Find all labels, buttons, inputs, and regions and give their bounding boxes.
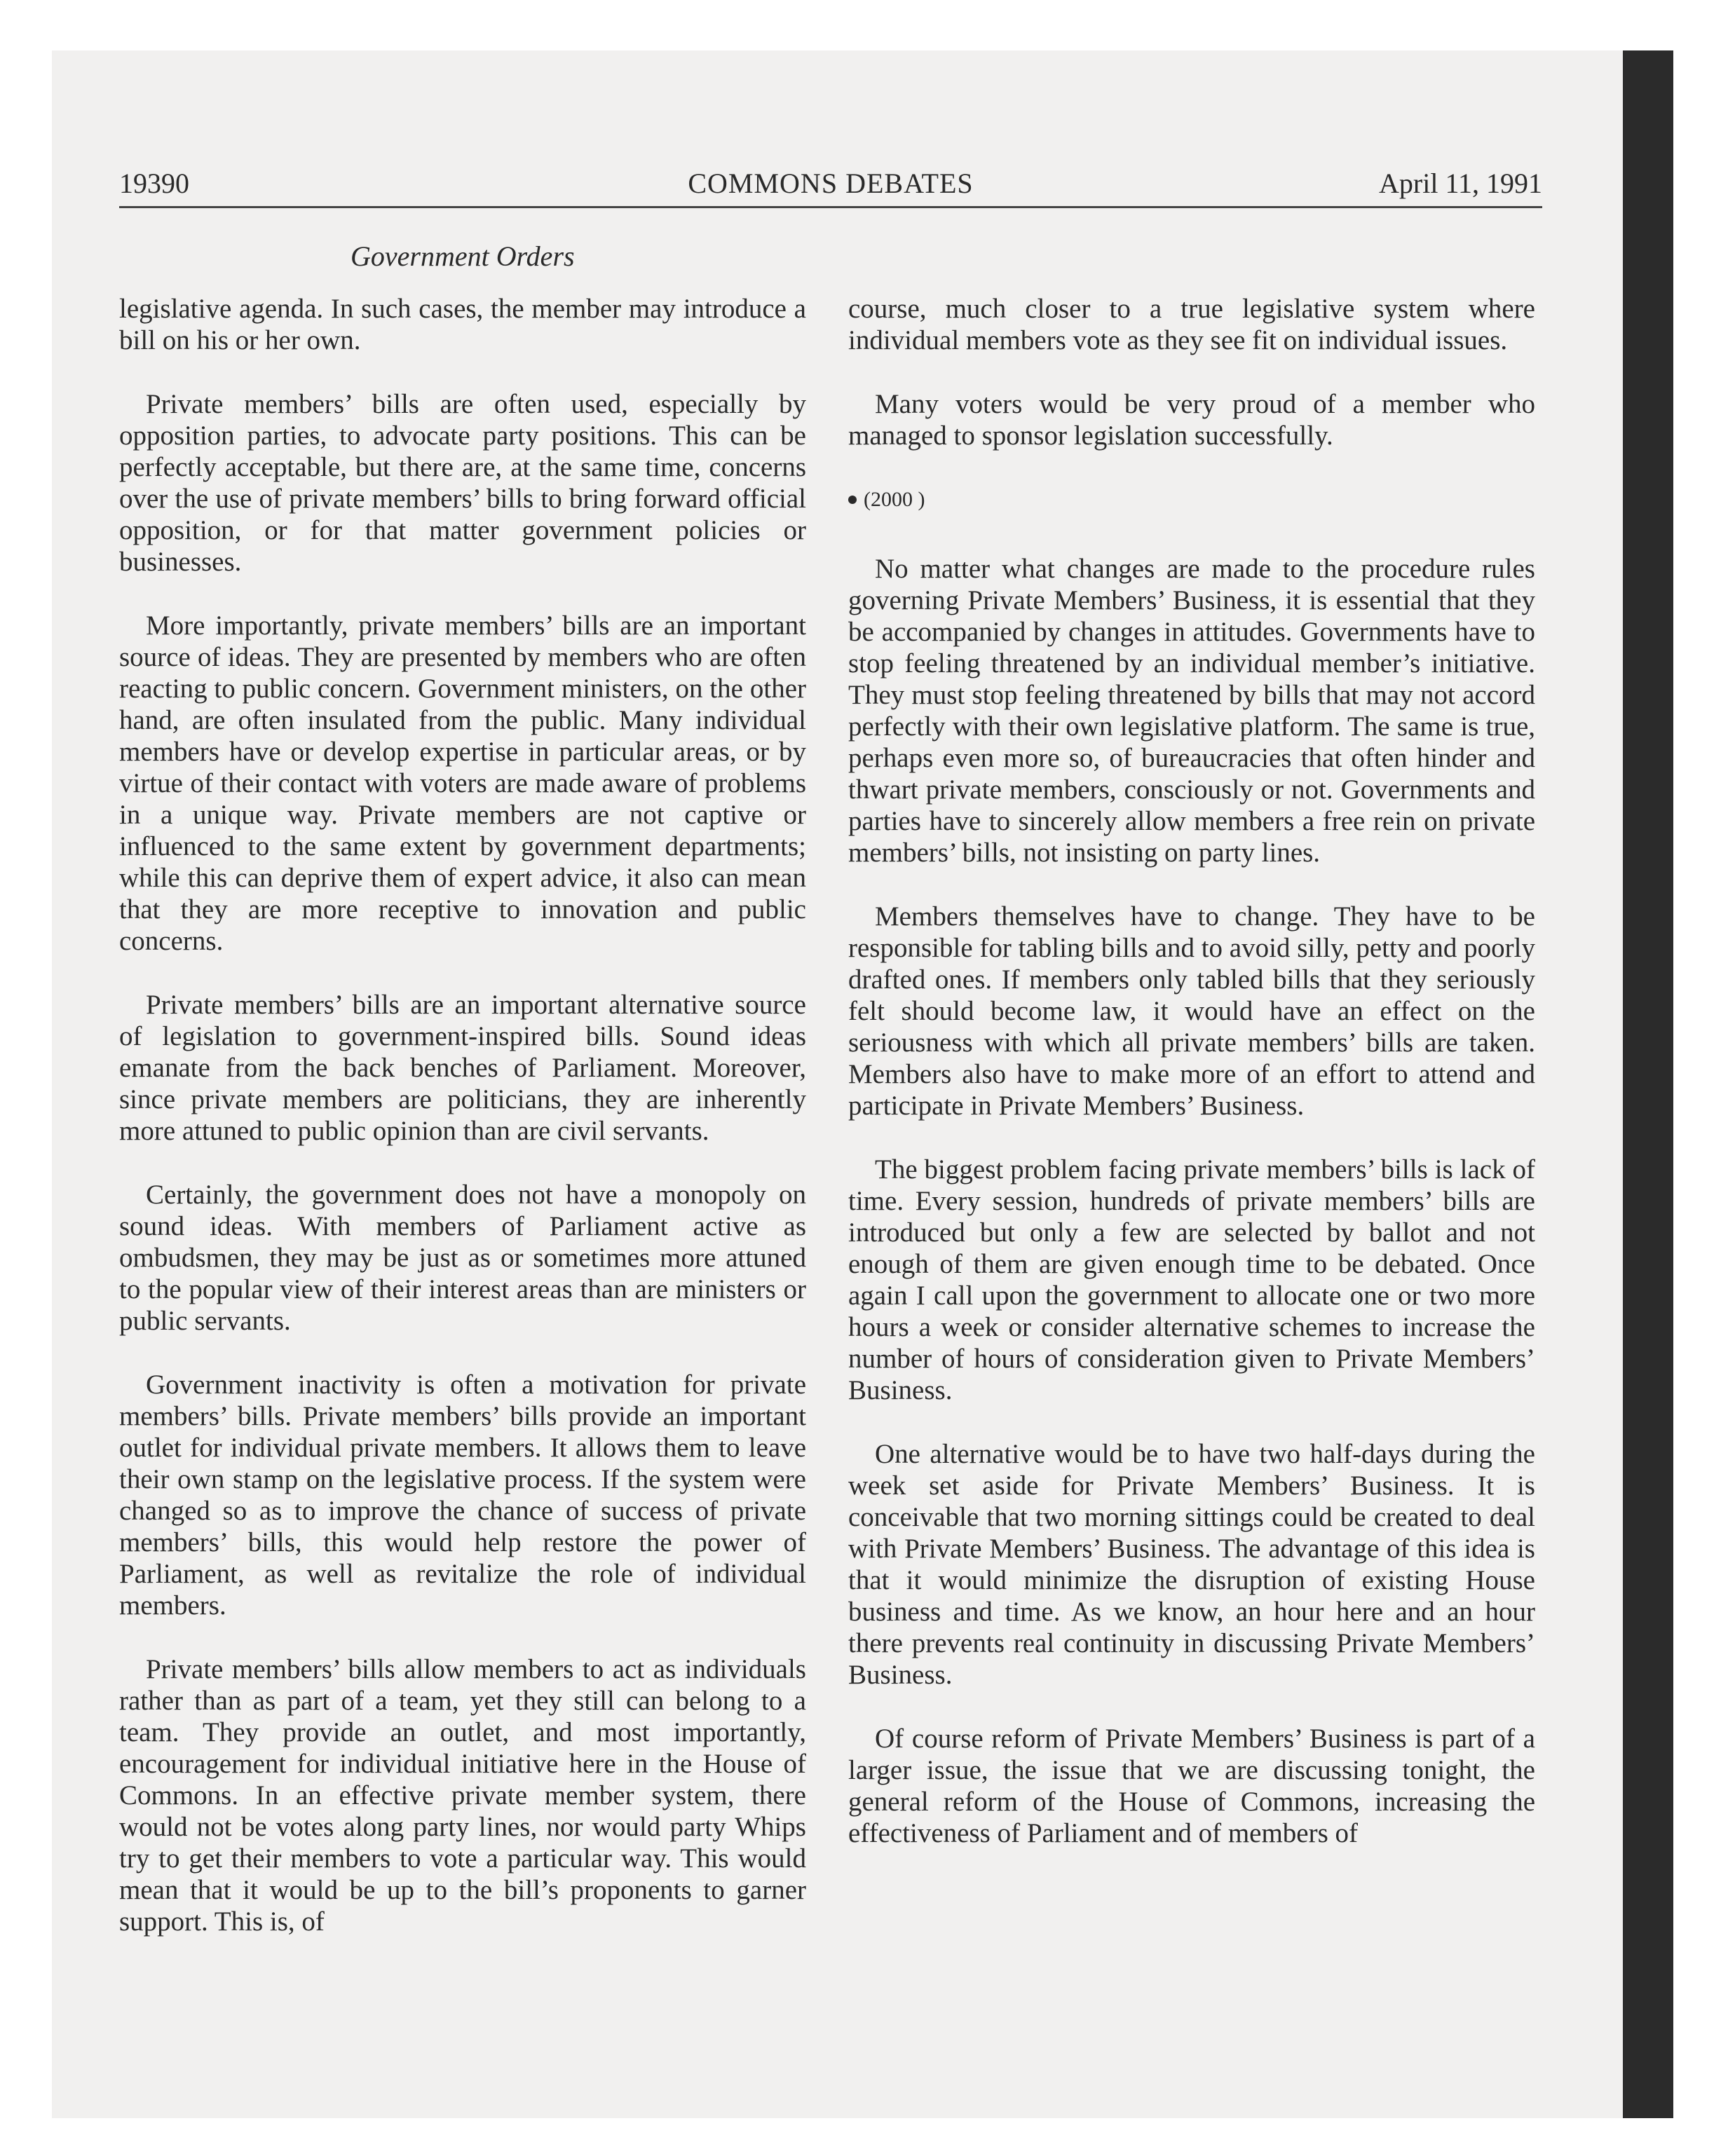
paragraph: Private members’ bills allow members to act as individuals rather than as part of a team, yet they still can belong to a team. They provide an outlet, and most importantly, encouragement for individual initiative here in the House of Commons. In an effective private member system, there would not be votes along party lines, nor would party Whips try to get their members to vote a particular way. This would mean that it would be up to the bill’s proponents to garner support. This is, of: [119, 1654, 806, 1937]
left-column: [119, 293, 806, 1970]
section-title: Government Orders: [351, 240, 575, 272]
book-spine-shadow: [1623, 50, 1673, 2118]
journal-title: COMMONS DEBATES: [688, 168, 974, 199]
paragraph: No matter what changes are made to the procedure rules governing Private Members’ Business, it is essential that they be accompanied by changes in attitudes. Governments have to stop feeling threatened by an individual member’s initiative. They must stop feeling threatened by bills that may not accord perfectly with their own legislative platform. The same is true, perhaps even more so, of bureaucracies that often hinder and thwart private members, consciously or not. Governments and parties have to sincerely allow members a free rein on private members’ bills, not insisting on party lines.: [848, 554, 1535, 868]
page-number: 19390: [119, 168, 189, 199]
paragraph: One alternative would be to have two half-days during the week set aside for Private Members’ Business. It is conceivable that two morning sittings could be created to deal with Private Members’ Business. The advantage of this idea is that it would minimize the disruption of existing House business and time. As we know, an hour here and an hour there prevents real continuity in discussing Private Members’ Business.: [848, 1439, 1535, 1690]
timestamp-marker: [848, 484, 1535, 515]
paragraph: Of course reform of Private Members’ Business is part of a larger issue, the issue that we are discussing tonight, the general reform of the House of Commons, increasing the effectiveness of Parliament and of members of: [848, 1724, 1535, 1848]
paragraph: Members themselves have to change. They have to be responsible for tabling bills and to avoid silly, petty and poorly drafted ones. If members only tabled bills that they seriously felt should become law, it would have an effect on the seriousness with which all private members’ bills are taken. Members also have to make more of an effort to attend and participate in Private Members’ Business.: [848, 901, 1535, 1121]
running-header: [119, 167, 1542, 209]
paragraph: legislative agenda. In such cases, the member may introduce a bill on his or her own.: [119, 294, 806, 355]
right-column: [848, 293, 1535, 1881]
bullet-icon: [848, 496, 857, 504]
paragraph: Many voters would be very proud of a member who managed to sponsor legislation successfully.: [848, 389, 1535, 451]
paragraph: Private members’ bills are an important alternative source of legislation to government-inspired bills. Sound ideas emanate from the back benches of Parliament. Moreover, since private members are politicians, they are inherently more attuned to public opinion than are civil servants.: [119, 990, 806, 1146]
paragraph: The biggest problem facing private members’ bills is lack of time. Every session, hundreds of private members’ bills are introduced but only a few are selected by ballot and not enough of them are given enough time to be debated. Once again I call upon the government to allocate one or two more hours a week or consider alternative schemes to increase the number of hours of consideration given to Private Members’ Business.: [848, 1154, 1535, 1405]
paragraph: Certainly, the government does not have a monopoly on sound ideas. With members of Parliament active as ombudsmen, they may be just as or sometimes more attuned to the popular view of their interest areas than are ministers or public servants.: [119, 1180, 806, 1336]
paragraph: Government inactivity is often a motivation for private members’ bills. Private members’ bills provide an important outlet for individual private members. It allows them to leave their own stamp on the legislative process. If the system were changed so as to improve the chance of success of private members’ bills, this would help restore the power of Parliament, as well as revitalize the role of individual members.: [119, 1370, 806, 1621]
paragraph: course, much closer to a true legislative system where individual members vote as they see fit on individual issues.: [848, 294, 1535, 355]
paragraph: Private members’ bills are often used, especially by opposition parties, to advocate party positions. This can be perfectly acceptable, but there are, at the same time, concerns over the use of private members’ bills to bring forward official opposition, or for that matter government policies or businesses.: [119, 389, 806, 577]
timestamp-text: (2000 ): [864, 488, 925, 511]
header-rule: [119, 206, 1542, 208]
issue-date: April 11, 1991: [1379, 168, 1542, 199]
paragraph: More importantly, private members’ bills are an important source of ideas. They are presented by members who are often reacting to public concern. Government ministers, on the other hand, are often insulated from the public. Many individual members have or develop expertise in particular areas, or by virtue of their contact with voters are made aware of problems in a unique way. Private members are not captive or influenced to the same extent by government departments; while this can deprive them of expert advice, it also can mean that they are more receptive to innovation and public concerns.: [119, 610, 806, 956]
